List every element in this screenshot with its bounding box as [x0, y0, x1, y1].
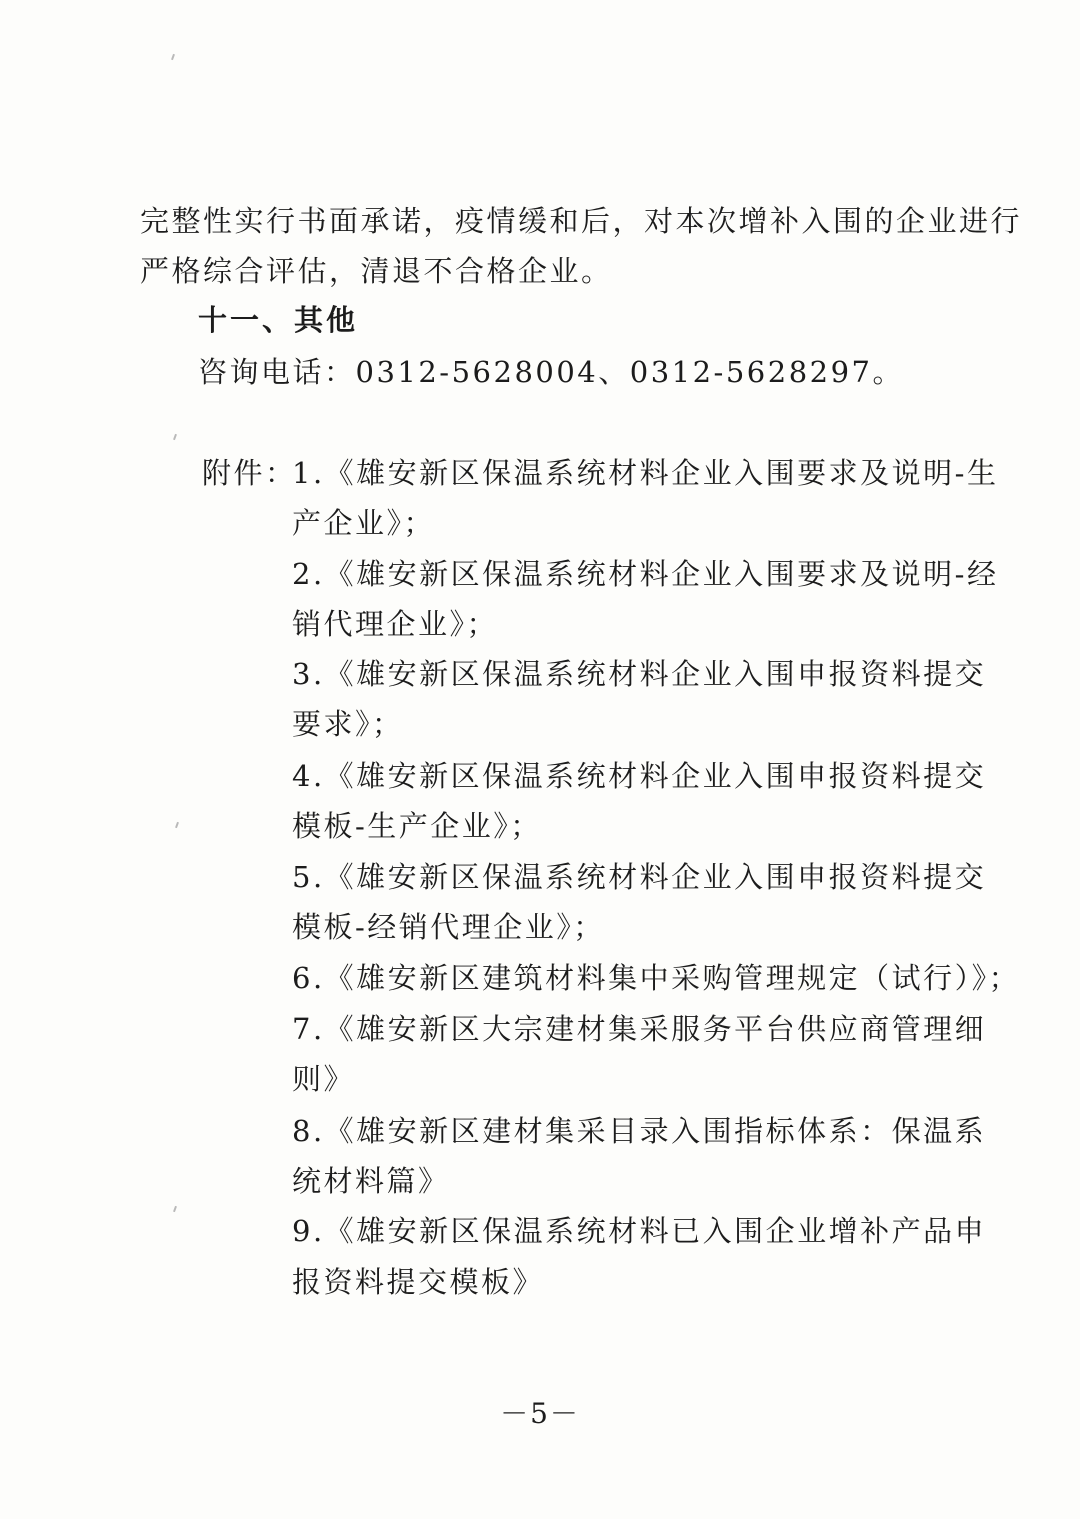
attachment-line: 8.《雄安新区建材集采目录入围指标体系：保温系: [292, 1114, 987, 1148]
body-text-line-1: 完整性实行书面承诺，疫情缓和后，对本次增补入围的企业进行: [140, 204, 1023, 238]
attachment-label: 附件：: [202, 456, 297, 490]
attachment-line: 统材料篇》: [292, 1164, 450, 1198]
attachment-line: 9.《雄安新区保温系统材料已入围企业增补产品申: [292, 1214, 987, 1248]
page-number: －5－: [500, 1397, 580, 1430]
attachment-line: 模板-经销代理企业》；: [292, 910, 605, 944]
attachment-line: 2.《雄安新区保温系统材料企业入围要求及说明-经: [292, 557, 999, 591]
scan-speck: [175, 822, 179, 828]
scan-speck: [173, 1206, 177, 1212]
attachment-line: 7.《雄安新区大宗建材集采服务平台供应商管理细: [292, 1012, 987, 1046]
attachment-line: 6.《雄安新区建筑材料集中采购管理规定（试行）》；: [292, 961, 1021, 995]
attachment-line: 报资料提交模板》: [292, 1265, 545, 1299]
attachment-line: 模板-生产企业》；: [292, 809, 542, 843]
attachment-line: 3.《雄安新区保温系统材料企业入围申报资料提交: [292, 657, 987, 691]
attachment-line: 1.《雄安新区保温系统材料企业入围要求及说明-生: [292, 456, 999, 490]
attachment-line: 则》: [292, 1062, 356, 1096]
contact-phone-line: 咨询电话：0312-5628004、0312-5628297。: [198, 355, 905, 389]
attachment-line: 销代理企业》；: [292, 607, 499, 641]
section-heading: 十一、其他: [198, 303, 359, 337]
attachment-line: 产企业》；: [292, 506, 436, 540]
scan-speck: [171, 54, 175, 60]
attachment-line: 要求》；: [292, 707, 404, 741]
body-text-line-2: 严格综合评估，清退不合格企业。: [140, 254, 613, 288]
attachment-line: 4.《雄安新区保温系统材料企业入围申报资料提交: [292, 759, 987, 793]
attachment-line: 5.《雄安新区保温系统材料企业入围申报资料提交: [292, 860, 987, 894]
scan-speck: [173, 434, 177, 440]
